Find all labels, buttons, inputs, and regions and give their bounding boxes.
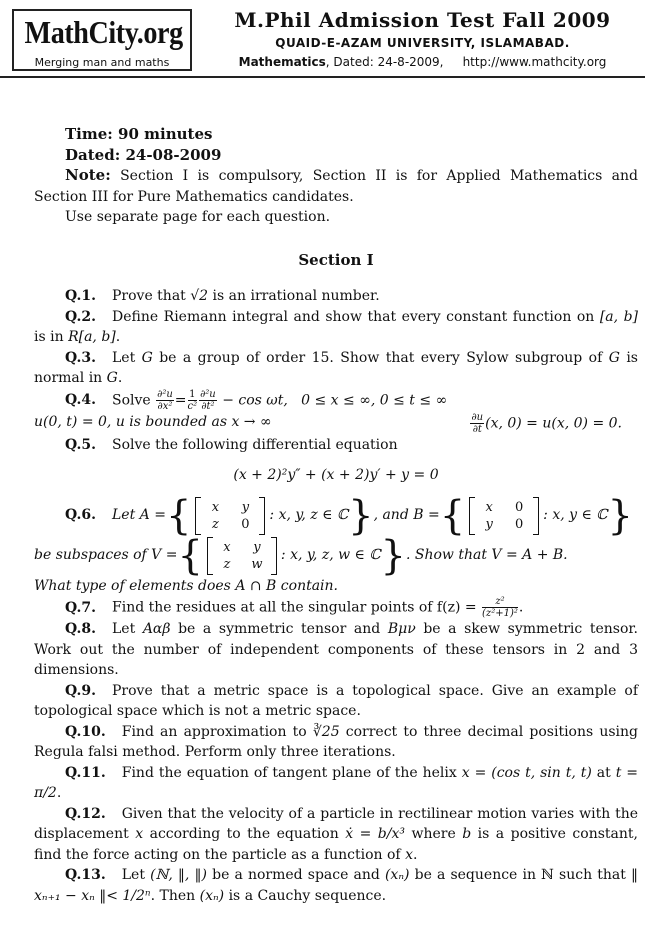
- set-a: { x y z 0 : x, y, z ∈ ℂ }: [165, 492, 374, 539]
- fraction: $\frac{\partial u}{\partial t}$: [471, 411, 484, 435]
- question-text: . Then: [150, 887, 200, 904]
- question-6-line-2: [34, 532, 638, 579]
- header-url[interactable]: http://www.mathcity.org: [462, 55, 607, 69]
- question-9: [34, 681, 638, 722]
- exam-time: Time: 90 minutes: [65, 125, 213, 143]
- question-6: [34, 492, 638, 539]
- question-text: Let: [121, 867, 151, 883]
- section-title: Section I: [298, 250, 374, 269]
- question-text: is an irrational number.: [208, 288, 380, 304]
- question-5: [34, 435, 638, 456]
- question-number: Q.13.: [65, 867, 106, 883]
- question-number: Q.6.: [65, 507, 96, 524]
- question-text: Solve: [112, 392, 151, 408]
- question-text: Prove that a metric space is a topological space. Give an example of topological space which is not a metric space.: [34, 682, 638, 719]
- page-header: [0, 0, 645, 78]
- question-number: Q.7.: [65, 599, 96, 616]
- exam-dated: Dated: 24-08-2009: [65, 145, 222, 164]
- logo-title: MathCity.org: [24, 14, 183, 50]
- question-number: Q.5.: [65, 436, 96, 453]
- question-text: Solve the following differential equation: [112, 436, 398, 453]
- math-expr: Bμν: [387, 621, 416, 637]
- question-text: be a symmetric tensor and: [170, 621, 388, 637]
- question-13: [34, 865, 638, 906]
- question-number: Q.1.: [65, 288, 96, 304]
- question-number: Q.11.: [65, 764, 106, 781]
- differential-equation: (x + 2)²y″ + (x + 2)y′ + y = 0: [233, 467, 439, 483]
- math-expr: [a, b]: [599, 308, 638, 325]
- mathcity-logo: [12, 9, 192, 71]
- set-b: { x 0 y 0 : x, y ∈ ℂ }: [439, 492, 633, 539]
- math-expr: Aαβ: [142, 621, 171, 637]
- question-text: where: [404, 826, 463, 842]
- fraction: [482, 596, 518, 619]
- question-text: Given that the velocity of a particle in rectilinear motion varies with the displacement: [34, 805, 638, 842]
- math-expr: (ℕ, ‖, ‖): [150, 867, 207, 883]
- fraction: $\frac{\text{∂²u}}{\text{∂x²}}$: [157, 388, 173, 412]
- math-expr: √2: [190, 288, 209, 304]
- note-label: Note:: [65, 166, 111, 184]
- logo-tagline: Merging man and maths: [34, 56, 170, 69]
- question-8: [34, 619, 638, 681]
- math-expr: G: [141, 349, 153, 366]
- question-number: Q.3.: [65, 349, 96, 366]
- question-text: be subspaces of V =: [34, 547, 178, 564]
- university-name: QUAID-E-AZAM UNIVERSITY, ISLAMABAD.: [275, 36, 570, 50]
- header-date: , Dated: 24-8-2009,: [325, 55, 444, 69]
- question-7: [34, 596, 638, 619]
- set-condition: : x, y, z, w ∈ ℂ: [280, 547, 381, 564]
- fraction: $\frac{1}{\text{c²}}$: [187, 388, 198, 412]
- question-text: according to the equation: [143, 826, 346, 842]
- question-4-line-2: [34, 412, 638, 435]
- question-number: Q.4.: [65, 392, 96, 408]
- question-2: [34, 307, 638, 348]
- math-expr: G: [608, 349, 620, 366]
- question-text: Find the residues at all the singular points of f(z) =: [112, 599, 482, 616]
- math-expr: x: [405, 846, 413, 863]
- question-text: . Show that V = A + B.: [405, 547, 568, 564]
- question-text: .: [56, 785, 62, 801]
- question-text: be a skew symmetric tensor. Work out the number of independent components of these tensors in 2 and 3 dimensions.: [34, 621, 638, 678]
- math-expr: G: [106, 370, 118, 386]
- question-3: [34, 348, 638, 389]
- subject-name: Mathematics: [238, 55, 326, 69]
- header-meta: [205, 55, 640, 69]
- question-number: Q.2.: [65, 308, 96, 325]
- question-text: Find the equation of tangent plane of the helix: [121, 764, 462, 781]
- math-expr: x: [135, 826, 144, 842]
- question-number: Q.12.: [65, 805, 106, 822]
- question-text: at: [591, 764, 616, 781]
- note-text: Section I is compulsory, Section II is for Applied Mathematics and Section III for Pure Mathematics candidates.: [34, 168, 638, 205]
- question-number: Q.9.: [65, 682, 96, 699]
- exam-note: [34, 165, 638, 207]
- question-text: correct to three decimal positions using Regula falsi method. Perform only three iterations.: [34, 723, 638, 760]
- question-text: Let: [112, 621, 143, 637]
- question-number: Q.10.: [65, 723, 106, 740]
- question-text: .: [117, 370, 123, 386]
- question-text: Find an approximation to: [121, 723, 313, 740]
- question-1: [34, 286, 638, 307]
- question-text: Let: [112, 349, 142, 366]
- fraction-numerator: z²: [482, 596, 518, 608]
- question-text: .: [115, 329, 121, 345]
- set-condition: : x, y ∈ ℂ: [543, 507, 608, 524]
- question-4: Q.4. Solve $\frac{\text{∂²u}}{\text{∂x²}}$ = $\frac{1}{\text{c²}}$ $\frac{\text{∂²u}}{\text{∂t²}}$ − cos ωt, 0 ≤ x ≤ ∞, 0 ≤ t ≤ ∞: [65, 388, 448, 412]
- exam-title: M.Phil Admission Test Fall 2009: [234, 8, 611, 32]
- math-expr: u(0, t) = 0, u is bounded as x → ∞: [34, 413, 272, 430]
- header-info: [205, 8, 640, 69]
- set-condition: : x, y, z ∈ ℂ: [269, 507, 349, 524]
- exam-content: [34, 124, 638, 906]
- math-expr: 0 ≤ x ≤ ∞, 0 ≤ t ≤ ∞: [301, 392, 448, 408]
- math-expr: t = π/2: [34, 764, 639, 801]
- question-11: [34, 763, 638, 804]
- question-number: Q.8.: [65, 621, 96, 637]
- math-expr: (xₙ): [384, 867, 410, 883]
- fraction: $\frac{\text{∂²u}}{\text{∂t²}}$: [200, 388, 216, 412]
- question-text: Define Riemann integral and show that every constant function on: [112, 308, 600, 325]
- math-expr: ‖ xₙ₊₁ − xₙ ‖< 1/2ⁿ: [34, 867, 638, 904]
- math-expr: (x, 0) = u(x, 0) = 0.: [485, 415, 622, 431]
- math-expr: b: [462, 826, 472, 842]
- set-v: { x y z w : x, y, z, w ∈ ℂ }: [177, 532, 406, 579]
- question-text: is a positive constant, find the force acting on the particle as a function of: [34, 826, 638, 863]
- question-text: is a Cauchy sequence.: [224, 887, 387, 904]
- question-10: [34, 722, 638, 763]
- math-expr: x = (cos t, sin t, t): [461, 764, 592, 781]
- question-text: be a normed space and: [206, 867, 385, 883]
- math-expr: ∛25: [312, 723, 340, 740]
- math-expr: (xₙ): [199, 887, 225, 904]
- separate-page-instruction: Use separate page for each question.: [65, 209, 331, 225]
- question-text: be a sequence in ℕ such that: [409, 867, 631, 883]
- math-expr: ẋ = b/x³: [345, 826, 405, 842]
- question-text: is normal in: [34, 349, 638, 386]
- question-text: , and B =: [373, 507, 440, 524]
- fraction-denominator: (z²+1)²: [482, 608, 518, 619]
- question-12: [34, 804, 638, 866]
- question-text: .: [412, 846, 418, 863]
- question-text: is in: [34, 329, 69, 345]
- math-expr: R[a, b]: [68, 329, 116, 345]
- question-text: Prove that: [112, 288, 191, 304]
- question-6-line-3: What type of elements does A ∩ B contain.: [34, 577, 339, 594]
- question-text: be a group of order 15. Show that every Sylow subgroup of: [152, 349, 609, 366]
- question-text: .: [518, 599, 524, 616]
- question-text: Let A =: [112, 507, 166, 524]
